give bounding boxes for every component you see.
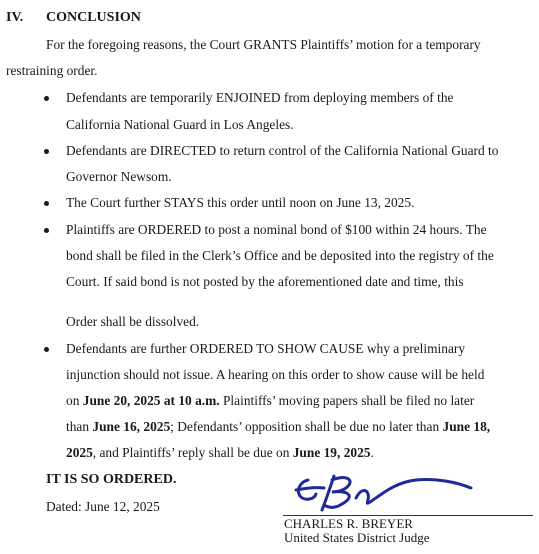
bullet-5-line-5 [66, 445, 374, 461]
hearing-date: June 20, 2025 at 10 a.m. [82, 393, 220, 408]
text: , and Plaintiffs’ reply shall be due on [92, 445, 293, 460]
opposition-date: June 18, [442, 419, 491, 434]
bullet-2-line-2: Governor Newsom. [66, 169, 172, 184]
judge-name: CHARLES R. BREYER [284, 516, 413, 531]
reply-date: June 19, 2025 [292, 445, 371, 460]
bullet-5-line-2: injunction should not issue. A hearing on this order to show cause will be held [66, 367, 485, 382]
text: . [370, 445, 374, 460]
bullet-5-line-4 [66, 419, 490, 435]
so-ordered: IT IS SO ORDERED. [46, 472, 177, 487]
bullet-3-line-1: The Court further STAYS this order until noon on June 13, 2025. [66, 195, 415, 210]
intro-line-1: For the foregoing reasons, the Court GRANTS Plaintiffs’ motion for a temporary [46, 37, 481, 52]
bullet-2-line-1: Defendants are DIRECTED to return control of the California National Guard to [66, 143, 499, 158]
bullet-dot [44, 201, 49, 206]
text: Plaintiffs’ moving papers shall be filed no later [219, 393, 475, 408]
bullet-4-line-3: Court. If said bond is not posted by the aforementioned date and time, this [66, 274, 464, 289]
moving-papers-date: June 16, 2025 [92, 419, 171, 434]
bullet-dot [44, 228, 49, 233]
intro-line-2: restraining order. [6, 63, 98, 78]
bullet-dot [44, 347, 49, 352]
bullet-4-line-1: Plaintiffs are ORDERED to post a nominal bond of $100 within 24 hours. The [66, 222, 487, 237]
bullet-1-line-1: Defendants are temporarily ENJOINED from deploying members of the [66, 90, 454, 105]
section-number: IV. [6, 10, 24, 25]
bullet-4-line-4: Order shall be dissolved. [66, 314, 200, 329]
judge-title: United States District Judge [284, 530, 430, 545]
bullet-5-line-3 [66, 393, 474, 409]
text: than [66, 419, 93, 434]
bullet-dot [44, 96, 49, 101]
judge-signature [286, 468, 486, 518]
bullet-4-line-2: bond shall be filed in the Clerk’s Office and be deposited into the registry of the [66, 248, 494, 263]
bullet-dot [44, 149, 49, 154]
text: on [66, 393, 83, 408]
bullet-1-line-2: California National Guard in Los Angeles. [66, 117, 294, 132]
opposition-year: 2025 [66, 445, 93, 460]
dated-line: Dated: June 12, 2025 [46, 499, 160, 514]
text: ; Defendants’ opposition shall be due no later than [170, 419, 443, 434]
bullet-5-line-1: Defendants are further ORDERED TO SHOW CAUSE why a preliminary [66, 341, 466, 356]
section-title: CONCLUSION [46, 10, 141, 25]
